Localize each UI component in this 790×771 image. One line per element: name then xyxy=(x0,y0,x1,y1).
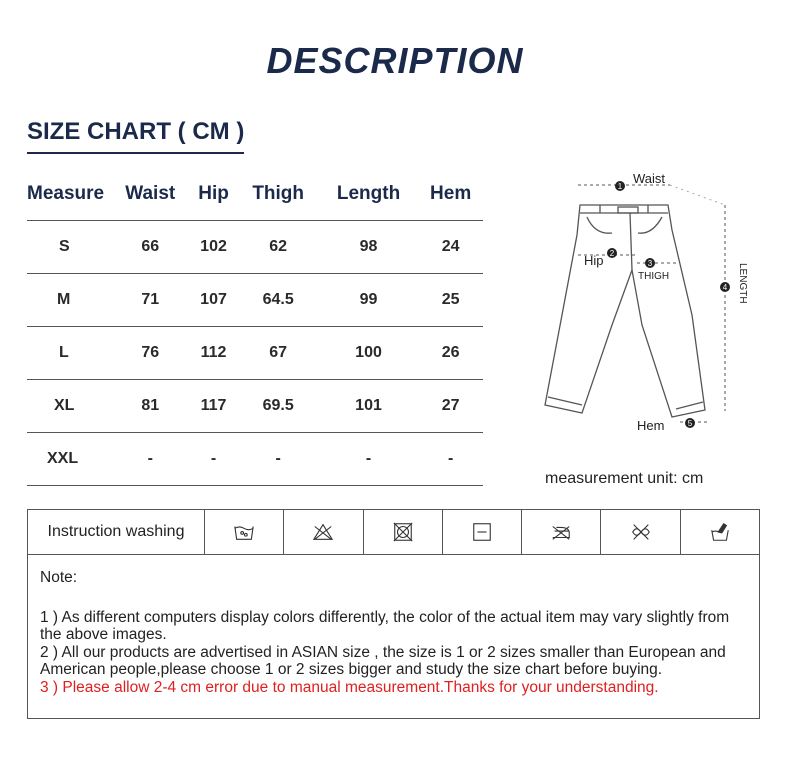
pants-outline xyxy=(545,205,705,417)
marker-5 xyxy=(685,418,695,428)
table-cell: 62 xyxy=(238,221,319,274)
measurement-lines xyxy=(578,185,725,422)
note-item: 2 ) All our products are advertised in ASIAN size , the size is 1 or 2 sizes smaller than European and American people,please choose 1 or 2 sizes bigger and study the size chart before buying. xyxy=(40,643,726,678)
page-title: DESCRIPTION xyxy=(266,40,524,81)
column-header: Hip xyxy=(189,168,237,221)
svg-text:1: 1 xyxy=(617,182,623,191)
svg-text:5: 5 xyxy=(687,419,693,428)
table-row xyxy=(27,433,483,486)
table-cell: 69.5 xyxy=(238,380,319,433)
column-header: Hem xyxy=(418,168,483,221)
svg-text:3: 3 xyxy=(647,259,653,268)
dry-flat-icon xyxy=(443,510,522,554)
table-cell: 66 xyxy=(111,221,189,274)
note-item-warning: 3 ) Please allow 2-4 cm error due to manual measurement.Thanks for your understanding. xyxy=(40,678,659,696)
table-cell: 27 xyxy=(418,380,483,433)
size-chart-table xyxy=(27,168,483,486)
no-iron-icon xyxy=(522,510,601,554)
size-cell: M xyxy=(27,274,111,327)
table-row xyxy=(27,380,483,433)
length-label: LENGTH xyxy=(737,263,748,304)
hip-label: Hip xyxy=(584,253,604,268)
table-cell: 64.5 xyxy=(238,274,319,327)
table-cell: 101 xyxy=(319,380,418,433)
table-cell: - xyxy=(418,433,483,486)
table-cell: 102 xyxy=(189,221,237,274)
size-cell: XL xyxy=(27,380,111,433)
care-instructions-box xyxy=(27,509,760,719)
table-cell: 100 xyxy=(319,327,418,380)
size-cell: S xyxy=(27,221,111,274)
table-cell: 117 xyxy=(189,380,237,433)
table-row xyxy=(27,221,483,274)
table-cell: 67 xyxy=(238,327,319,380)
marker-4 xyxy=(720,282,730,292)
no-bleach-icon xyxy=(284,510,363,554)
table-cell: - xyxy=(238,433,319,486)
table-cell: - xyxy=(189,433,237,486)
notes-section xyxy=(28,555,759,696)
no-dry-clean-icon xyxy=(601,510,680,554)
svg-text:4: 4 xyxy=(722,283,728,292)
column-header: Measure xyxy=(27,168,111,221)
table-cell: - xyxy=(111,433,189,486)
waist-label: Waist xyxy=(633,171,666,186)
marker-3 xyxy=(645,258,655,268)
svg-text:2: 2 xyxy=(609,249,615,258)
column-header: Waist xyxy=(111,168,189,221)
size-cell: XXL xyxy=(27,433,111,486)
washing-label: Instruction washing xyxy=(28,510,205,554)
table-cell: 76 xyxy=(111,327,189,380)
table-cell: 99 xyxy=(319,274,418,327)
table-cell: 24 xyxy=(418,221,483,274)
notes-title: Note: xyxy=(40,569,78,586)
table-cell: 107 xyxy=(189,274,237,327)
table-cell: 112 xyxy=(189,327,237,380)
marker-1 xyxy=(615,181,625,191)
size-chart-title: SIZE CHART ( CM ) xyxy=(27,118,244,154)
table-row xyxy=(27,274,483,327)
table-cell: 26 xyxy=(418,327,483,380)
no-tumble-dry-icon xyxy=(364,510,443,554)
washing-icons-row xyxy=(28,510,759,555)
table-cell: 81 xyxy=(111,380,189,433)
table-cell: 98 xyxy=(319,221,418,274)
hand-wash-basin-icon xyxy=(681,510,759,554)
hem-label: Hem xyxy=(637,418,665,433)
column-header: Thigh xyxy=(238,168,319,221)
thigh-label: THIGH xyxy=(638,271,670,282)
table-header-row xyxy=(27,168,483,221)
hand-wash-icon xyxy=(205,510,284,554)
measurement-unit-note: measurement unit: cm xyxy=(545,470,704,487)
table-cell: 25 xyxy=(418,274,483,327)
pants-measurement-diagram xyxy=(540,165,770,440)
column-header: Length xyxy=(319,168,418,221)
table-cell: - xyxy=(319,433,418,486)
note-item: 1 ) As different computers display colors differently, the color of the actual item may vary slightly from the above images. xyxy=(40,608,730,643)
table-cell: 71 xyxy=(111,274,189,327)
marker-2 xyxy=(607,248,617,258)
size-cell: L xyxy=(27,327,111,380)
table-row xyxy=(27,327,483,380)
